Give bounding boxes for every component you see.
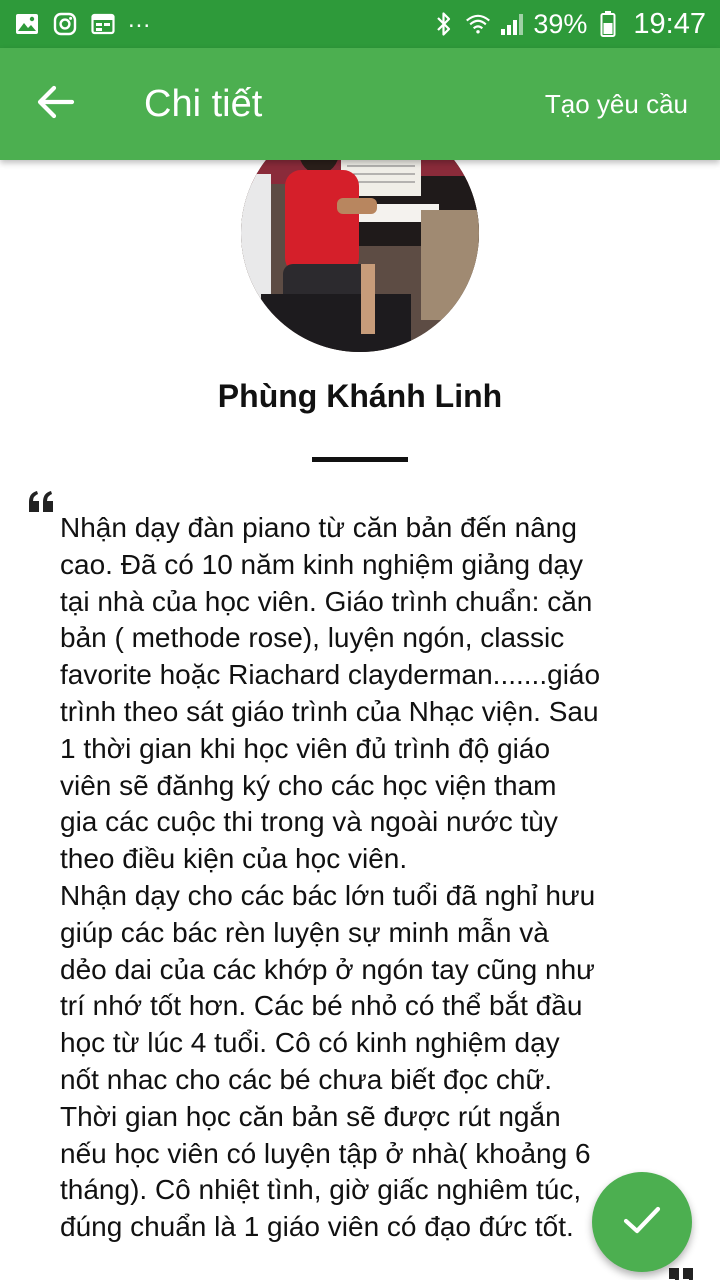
cell-signal-icon bbox=[499, 11, 525, 37]
create-request-button[interactable]: Tạo yêu cầu bbox=[544, 88, 688, 119]
instagram-icon bbox=[52, 11, 78, 37]
detail-content[interactable] bbox=[0, 160, 720, 1280]
battery-icon bbox=[595, 11, 621, 37]
status-system bbox=[431, 8, 706, 41]
tutor-description: Nhận dạy đàn piano từ căn bản đến nâng cao. Đã có 10 năm kinh nghiệm giảng dạy tại nhà của học viên. Giáo trình chuẩn: căn bản ( methode rose), luyện ngón, classic favorite hoặc Riachard clayderman.......giáo trình theo sát giáo trình của Nhạc viện. Sau 1 thời gian khi học viên đủ trình độ giáo viên sẽ đănhg ký cho các học viện tham gia các cuộc thi trong và ngoài nước tùy theo điều kiện của học viên. Nhận dạy cho các bác lớn tuổi đã nghỉ hưu giúp các bác rèn luyện sự minh mẫn và dẻo dai của các khớp ở ngón tay cũng như trí nhớ tốt hơn. Các bé nhỏ có thể bắt đầu học từ lúc 4 tuổi. Cô có kinh nghiệm dạy nốt nhac cho các bé chưa biết đọc chữ. Thời gian học căn bản sẽ được rút ngắn nếu học viên có luyện tập ở nhà( khoảng 6 tháng). Cô nhiệt tình, giờ giấc nghiêm túc, đúng chuẩn là 1 giáo viên có đạo đức tốt. bbox=[60, 512, 601, 1243]
back-button[interactable] bbox=[0, 48, 112, 160]
quote-close-icon bbox=[668, 1266, 694, 1280]
bluetooth-icon bbox=[431, 11, 457, 37]
battery-percent: 39% bbox=[533, 8, 588, 39]
wifi-icon bbox=[465, 11, 491, 37]
name-divider bbox=[312, 457, 408, 462]
check-icon bbox=[622, 1204, 662, 1241]
confirm-fab[interactable] bbox=[592, 1172, 692, 1272]
more-notifications: ... bbox=[128, 6, 152, 33]
calendar-icon bbox=[90, 11, 116, 37]
status-notifications bbox=[14, 6, 152, 37]
clock: 19:47 bbox=[633, 7, 706, 40]
page-title: Chi tiết bbox=[144, 82, 263, 125]
avatar bbox=[241, 160, 479, 352]
quote-open-icon bbox=[28, 490, 54, 514]
status-bar bbox=[0, 0, 720, 48]
arrow-left-icon bbox=[37, 85, 75, 124]
app-bar bbox=[0, 48, 720, 160]
gallery-icon bbox=[14, 11, 40, 37]
tutor-name: Phùng Khánh Linh bbox=[217, 378, 503, 414]
